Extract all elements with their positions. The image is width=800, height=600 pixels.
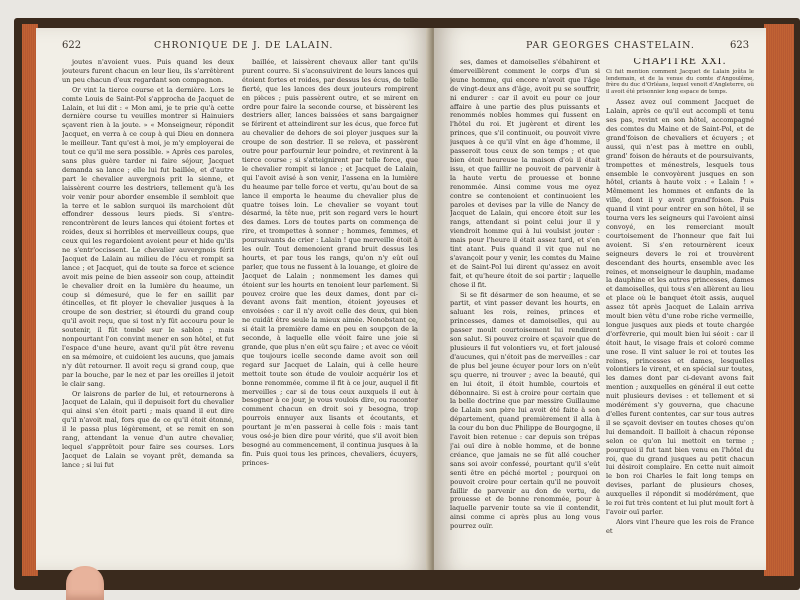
paragraph: baillée, et laissèrent chevaux aller tant qu'ils purent courre. Si s'aconsuivirent de leurs lances qui étoient fortes et roides, par dessus les écus, de telle fierté, que les lances des deux jouteurs rompirent en pièces ; puis passèrent outre, et se mirent en ordre pour faire la seconde course, et bissèrent les destriers aller, lances baissées et sans bargaigner se férirent et atteindirent sur les écus, que force fut au chevalier de dehors de soi ployer jusques sur la croupe de son destrier. Il se releva, et passèrent outre pour parfournir leur poindre, et revinrent à la tierce course ; si s'atteignirent par telle force, que le chevalier rompit si lance ; et Jacquet de Lalain, qui l'avoit avisé à son venir, l'assena en la lumière du heaume par telle force et vertu, qu'au bout de sa lance il emporta le heaume du chevalier plus de quatre toises loin. Le chevalier se voyant tout désarmé, la tête nue, prit son regard vers le hourt des dames. Lors de toutes parts on commença de rire, et trompettes à sonner ; hommes, femmes, et poursuivants de crier : Lalain ! que merveille étoit à les ouïr. Tout demenoient grand bruit dessus les hourts, et par tous les rangs, qu'on n'y eût ouï parler, que tous ne fussent à la louange, et gloire de Jacquet de Lalain ; nonmement les dames qui étoient sur les hourts en tenoient leur parlement. Si pouvez croire que les deux dames, dont par ci-devant avons fait mention, étoient joyeuses et envoisées : car il n'y avoit celle des deux, qui bien ne cuidât être seule la mieux aimée. Nonobstant ce, si était la première dame en peu en soupçon de la seconde, à laquelle elle véoit faire une joie si grande, que plus n'en eût sçu faire ; et avec ce véoit que toujours icelle seconde dame avoit son œil regard sur Jacquet de Lalain, qui à celle heure mettoit toute son étude de vouloir acquérir los et bonne renommée, comme il fit à ce jour, auquel il fit merveilles ; car si de tous ceux auxquels il eut à besogner à ce jour, je vous voulois dire, ou raconter comment chacun en droit soi y besogna, trop pourrois ennuyer aux lisants et écoutants, et pourtant je m'en passerai à celle fois : mais tant vous osé-je bien dire pour vérité, que s'il avoit bien besogné au commencement, il continua jusques à la fin. Puis quoi tous les princes, chevaliers, écuyers, princes- — [242, 58, 418, 467]
right-page-column-2 — [606, 58, 754, 568]
paragraph: Or vint la tierce course et la dernière. Lors le comte Louis de Saint-Pol s'approcha de Jacquet de Lalain, et lui dit : « Mon ami, je te prie qu'à cette dernière course tu veuilles montrer si Hainuiers sçavent rien à la joute. » « Monseigneur, répondit Jacquet, en verra à ce coup à qui Dieu en donnera le meilleur. Tant qu'est à moi, je m'y employerai de tout ce qu'il me sera possible. » Après ces paroles, sans plus guère tarder ni faire séjour, Jacquet demanda sa lance ; elle lui fut baillée, et d'autre part le chevalier auvergnois prit la sienne, et laissèrent courre les destriers, tellement qu'à les voir venir pour aborder ensemble il sembloit que la terre et le sablon surquoi ils marchoient dût effondrer dessous leurs pieds. Si s'entre-rencontrèrent de leurs lances qui étoient fortes et roides, deux si horribles et merveilleux coups, que ceux qui les regardoient avoient peur et hide qu'ils ne s'entr'occissent. Le chevalier auvergnois férit Jacquet de Lalain au milieu de l'écu et rompit sa lance ; et Jacquet, qui de toute sa force et science avoit mis peine de bien asseoir son coup, atteindit le chevalier droit en la lumière du heaume, un coup si démesuré, que le fer en saillit par étincelles, et fit ployer le chevalier jusques à la croupe de son destrier, si étourdi du grand coup qu'il avoit reçu, que si tost n'y fût accouru pour le soutenir, il fût tombé sur le sablon ; mais nonpourtant l'on convint mener en son hôtel, et fut l'espace d'une heure, avant qu'il pût être revenu en sa mémoire, et cuidoient les aucuns, que jamais n'y dût retourner. Il avoit reçu si grand coup, que par la bouche, par le nez et par les oreilles il jetoit le clair sang. — [62, 85, 234, 388]
open-book — [14, 18, 800, 590]
paragraph: Si se fit désarmer de son heaume, et se partit, et vint passer devant les hourts, en saluant les rois, reines, princes et princesses, dames et damoiselles, qui au passer moult courtoisement lui rendirent son salut. Si pouvez croire et sçavoir que de plusieurs il fut volontiers vu, et fort jalousé d'aucunes, qui n'étoit pas de merveilles : car de plus bel jeune écuyer pour lors on n'eût sçu querre, ni trouver ; avec la beauté, qui en lui étoit, il étoit humble, courtois et débonnaire. Si est à croire pour certain que la belle doctrine que par messire Guillaume de Lalain son père lui avoit été faite à son département, quand premièrement il alla à la cour du bon duc Philippe de Bourgogne, il l'avoit bien retenue : car depuis son trépas j'ai ouï dire à noble homme, et de bonne créance, que jamais ne se fût allé coucher sans soi avoir confessé, pourtant qu'il s'eût senti être en péché mortel ; pourquoi on pouvoit croire pour certain qu'il ne pouvoit faillir de parvenir au don de vertu, de prouesse et de bonne renommée, pour à laquelle parvenir toute sa vie il contendit, ainsi comme ci après plus au long vous pourrez ouïr. — [450, 290, 600, 531]
paragraph: Alors vint l'heure que les rois de France et — [606, 517, 754, 535]
right-page-column-1 — [450, 58, 600, 568]
left-page-column-1 — [62, 58, 234, 568]
left-page-column-2 — [242, 58, 418, 568]
paragraph: ses, dames et damoiselles s'ébahirent et émerveillèrent comment le corps d'un si jeune homme, qui encore n'avoit que l'âge de vingt-deux ans d'âge, avoit pu se souffrir, ni endurer : car il avoit eu pour ce jour affaire à une partie des plus puissants et renommés nobles hommes qui fussent en l'hôtel du roi. Et jugèrent et dirent les princes, que s'il continuoit, ou pouvoit vivre jusques à ce qu'il vînt en âge d'homme, il passeroit tous ceux de son temps ; et que bien étoit heureuse la maison d'où il était issu, et que faillir ne pouvoit de parvenir à la haute vertu de prouesse et bonne renommée. Ainsi comme vous me oyez contre se contenoient et continuoient les paroles et devises par la ville de Nancy de Jacquet de Lalain, qui encore étoit sur les rangs, attendant si point celui jour il y viendroit homme qui à lui voulsist jouter : mais pour l'heure il était assez tard, et s'en tint atant. Puis quand il vit que nul ne s'avançoit pour y venir, les comtes du Maine et de Saint-Pol lui dirent qu'assez en avoit fait, et qu'heure étoit de soi partir ; laquelle chose il fit. — [450, 58, 600, 289]
thumb — [66, 566, 104, 600]
chapter-summary: Ci fait mention comment Jacquet de Lalain joûta le lendemain, et de la venue du comte d'Angoulême, frère du duc d'Orléans, lequel venoit d'Angleterre, où il avoit été prisonnier long espace de temps. — [606, 68, 754, 95]
running-head-left: CHRONIQUE DE J. DE LALAIN. — [154, 40, 334, 51]
page-number-left: 622 — [62, 40, 82, 51]
running-head-right: PAR GEORGES CHASTELAIN. — [526, 40, 695, 51]
right-page — [434, 28, 766, 570]
book-edge-right — [764, 24, 794, 576]
page-number-right: 623 — [730, 40, 750, 51]
left-page — [36, 28, 432, 570]
chapter-title: CHAPITRE XXI. — [633, 58, 727, 67]
paragraph: Or laisrons de parler de lui, et retournerons à Jacquet de Lalain, qui il depuisoit fort du chevalier qui ainsi s'en étoit parti ; mais quand il eut dire qu'il n'avoit mal, fors que de ce qu'il étoit étonné, il le passa plus légèrement, et se remit en son rang, attendant la venue d'un autre chevalier, lequel s'apprêtoit pour faire ses courses. Lors Jacquet de Lalain se voyant prêt, demanda sa lance ; si lui fut — [62, 389, 234, 469]
paragraph: joutes n'avoient vues. Puis quand les deux jouteurs furent chacun en leur lieu, ils s'arrêtèrent un peu chacun d'eux regardant son compagnon. — [62, 58, 234, 84]
paragraph: Assez avez ouï comment Jacquet de Lalain, après ce qu'il eut accompli et tenu ses pas, revint en son hôtel, accompagné des comtes du Maine et de Saint-Pol, et de grand'foison de chevaliers et écuyers ; et aussi, qui n'est pas à mettre en oubli, grand' foison de hérauts et de poursuivants, trompettes et ménestrels, lesquels tous ensemble le convoyèrent jusques en son hôtel, criants à haute voix : « Lalain ! » Mêmement les hommes et enfants de la ville, dont il y avoit grand'foison. Puis quand il vint pour entrer en son hôtel, il se tourna vers les seigneurs qui l'avoient ainsi convoyé, en les remerciant moult courtoisement de l'honneur que fait lui avoient. Si s'en retournèrent iceux seigneurs devers le roi et trouvèrent descendant des hourts, ensemble avec les reines, et monseigneur le dauphin, madame la dauphine et les autres princesses, dames et damoiselles, qui tous s'en allèrent au lieu et place où le banquet étoit assis, auquel assez tôt après Jacquet de Lalain arriva moult bien vêtu d'une robe riche vermeille, longue jusques aux pieds et toute chargée d'orfèvrerie, qui moult bien lui séoit : car il étoit haut, le visage frais et coloré comme une rose. Il vint saluer le roi et toutes les reines, princesses et dames, lesquelles volontiers le virent, et en spécial sur toutes, les dames dont par ci-devant avons fait mention ; auxquelles en général il eut cette nuit plusieurs devises : et tellement et si modérément s'y gouverna, que chacune d'elles furent contentes, car sur tous autres il se sçavoit deviser en toutes choses qu'on lui demandoit. Il bailloit à chacun réponse selon ce qu'on lui mettoit en terme ; pourquoi il fut tant bien venu en l'hôtel du roi, que du grand jusques au petit chacun lui désiroit complaire. En cette nuit aimoit le bon roi Charles le fait long temps en devises, parlant de plusieurs choses, auxquelles il répondit si modérément, que le roi fut très content et lui plut moult fort à l'avoir ouï parler. — [606, 98, 754, 516]
